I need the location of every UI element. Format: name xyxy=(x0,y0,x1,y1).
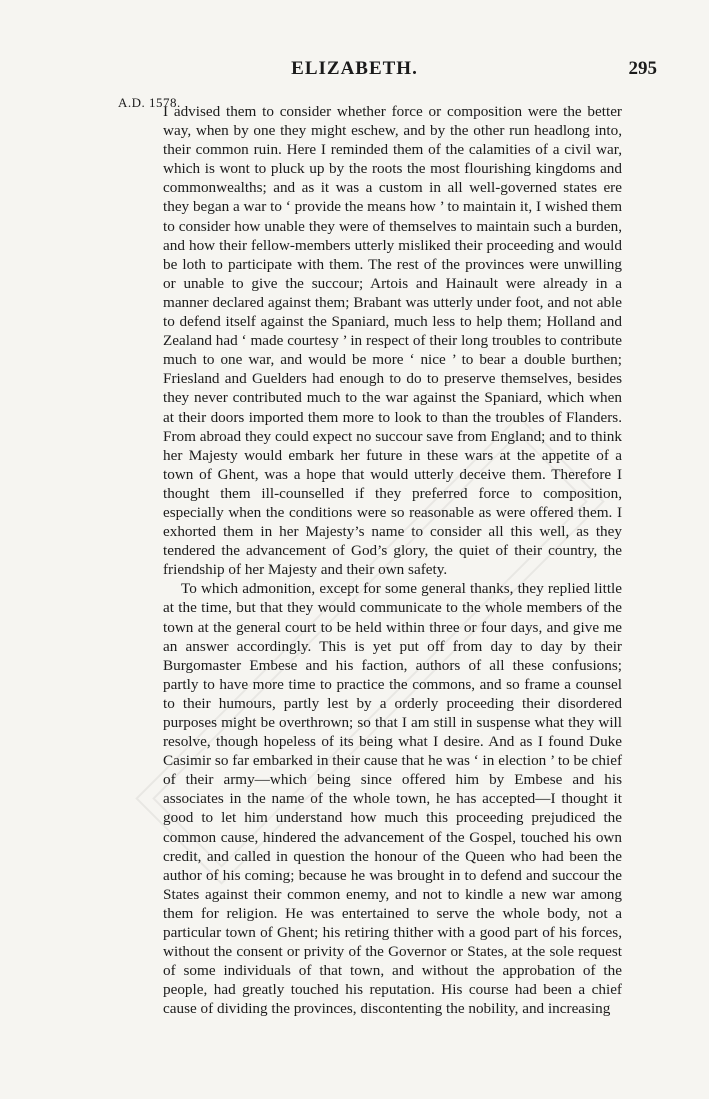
paragraph: I advised them to consider whether force or composition were the better way, when by one they might eschew, and by the other run headlong into, their common ruin. Here I reminded them of the calamities of a civil war, which is wont to pluck up by the roots the most flourishing kingdoms and commonwealths; and as it was a custom in all well-governed states ere they began a war to ‘ provide the means how ’ to maintain it, I wished them to consider how unable they were of themselves to maintain such a burden, and how their fellow-members utterly misliked their proceeding and would be loth to participate with them. The rest of the provinces were unwilling or unable to give the succour; Artois and Hainault were already in a manner declared against them; Brabant was utterly under foot, and not able to defend itself against the Spaniard, much less to help them; Holland and Zealand had ‘ made courtesy ’ in respect of their long troubles to contribute much to one war, and would be more ‘ nice ’ to bear a double burthen; Friesland and Guelders had enough to do to preserve themselves, besides they never contributed much to the war against the Spaniard, which when at their doors imported them more to look to than the troubles of Flanders. From abroad they could expect no succour save from England; and to think her Majesty would embark her future in these wars at the appetite of a town of Ghent, was a hope that would utterly deceive them. Therefore I thought them ill-counselled if they preferred force to composition, especially when the conditions were so reasonable as were offered them. I exhorted them in her Majesty’s name to consider all this well, as they tendered the advancement of God’s glory, the quiet of their country, the friendship of her Majesty and their own safety. xyxy=(163,103,623,579)
page-number: 295 xyxy=(628,58,657,79)
paragraph: To which admonition, except for some general thanks, they replied little at the time, but that they would communicate to the whole members of the town at the general court to be held within three or four days, and give me an answer accordingly. This is yet put off from day to day by their Burgomaster Embese and his faction, authors of all these confusions; partly to have more time to practice the commons, and so frame a counsel to their humours, partly lest by a orderly proceeding their disordered purposes might be overthrown; so that I am still in suspense what they will resolve, though hopeless of its being what I desire. And as I found Duke Casimir so far embarked in their cause that he was ‘ in election ’ to be chief of their army—which being since offered him by Embese and his associates in the name of the whole town, he has accepted—I thought it good to let him understand how much this proceeding prejudiced the common cause, hindered the advancement of the Gospel, touched his own credit, and called in question the honour of the Queen who had been the author of his coming; because he was brought in to defend and succour the States against their common enemy, and not to kindle a new war among them for religion. He was entertained to serve the whole body, not a particular town of Ghent; his retiring thither with a good part of his forces, without the consent or privity of the Governor or States, at the sole request of some individuals of that town, and without the approbation of the people, had greatly touched his reputation. His course had been a chief cause of dividing the provinces, discontenting the nobility, and increasing xyxy=(163,580,622,1018)
running-title: ELIZABETH. xyxy=(291,58,418,79)
margin-date: A.D. 1578. xyxy=(118,95,181,110)
running-head xyxy=(0,58,709,86)
body-text xyxy=(163,102,622,1019)
